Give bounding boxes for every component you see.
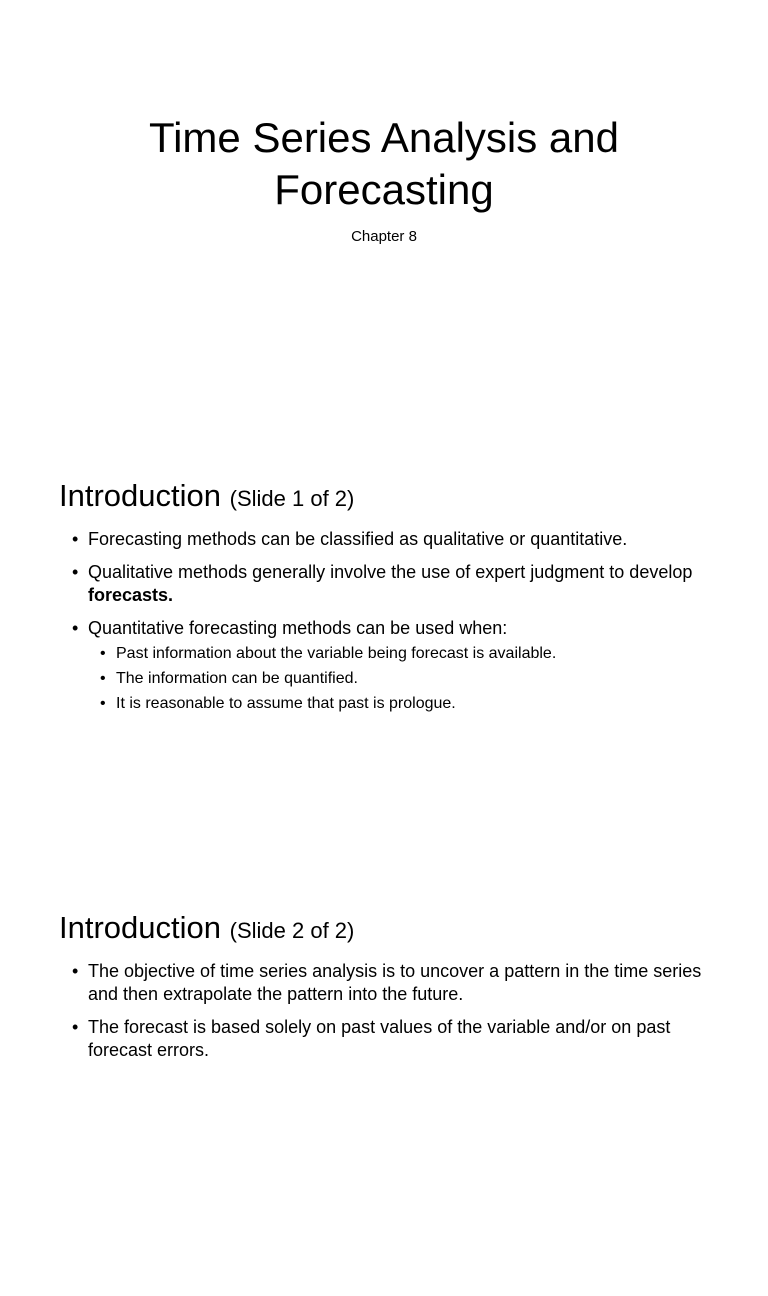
heading-text: Introduction xyxy=(59,910,221,945)
intro-slide-1-heading xyxy=(59,476,354,519)
list-item: • The forecast is based solely on past values of the variable and/or on past forecast errors. xyxy=(72,1016,722,1062)
bullet-bold-term: forecasts. xyxy=(88,585,174,605)
heading-text: Introduction xyxy=(59,478,221,513)
list-item xyxy=(72,561,722,607)
sub-list-item: • It is reasonable to assume that past is prologue. xyxy=(100,691,722,716)
sub-list-item: • Past information about the variable being forecast is available. xyxy=(100,641,722,666)
title-slide xyxy=(0,0,768,432)
heading-slide-count: (Slide 2 of 2) xyxy=(229,918,355,943)
list-item: • The objective of time series analysis is to uncover a pattern in the time series and then extrapolate the pattern into the future. xyxy=(72,960,722,1006)
slide-title xyxy=(0,112,768,216)
bullet-list xyxy=(72,960,722,1072)
bullet-text: Forecasting methods can be classified as qualitative or quantitative. xyxy=(88,529,628,549)
bullet-text: Quantitative forecasting methods can be used when: xyxy=(88,618,508,638)
sub-bullet-list xyxy=(100,641,722,716)
intro-slide-2-heading xyxy=(59,908,354,951)
list-item xyxy=(72,617,722,716)
bullet-list xyxy=(72,528,722,726)
bullet-text: Qualitative methods generally involve the use of expert judgment to develop xyxy=(88,562,693,582)
intro-slide-2 xyxy=(0,864,768,1296)
heading-slide-count: (Slide 1 of 2) xyxy=(229,486,355,511)
slide-title-line1: Time Series Analysis and xyxy=(149,114,619,161)
list-item xyxy=(72,528,722,551)
intro-slide-1 xyxy=(0,432,768,864)
slide-title-line2: Forecasting xyxy=(274,166,494,213)
slide-subtitle: Chapter 8 xyxy=(351,228,417,245)
sub-list-item: • The information can be quantified. xyxy=(100,666,722,691)
